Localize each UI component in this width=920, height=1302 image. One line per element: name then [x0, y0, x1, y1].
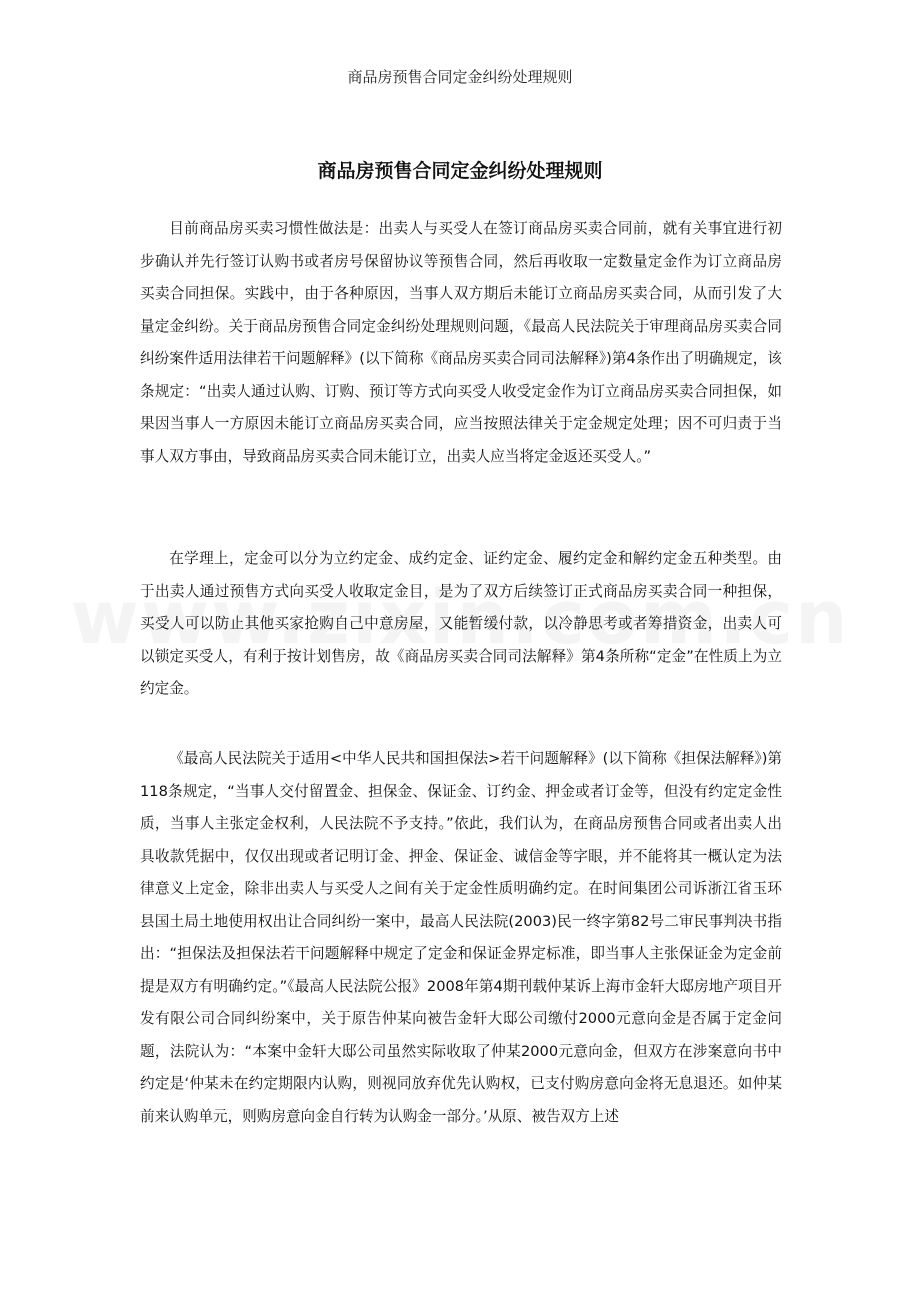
paragraph-3: 《最高人民法院关于适用<中华人民共和国担保法>若干问题解释》(以下简称《担保法解释》)第118条规定，“当事人交付留置金、担保金、保证金、订约金、押金或者订金等，但没有约定定金性质，当事人主张定金权利，人民法院不予支持。”依此，我们认为，在商品房预售合同或者出卖人出具收款凭据中，仅仅出现或者记明订金、押金、保证金、诚信金等字眼，并不能将其一概认定为法律意义上定金，除非出卖人与买受人之间有关于定金性质明确约定。在时间集团公司诉浙江省玉环县国土局土地使用权出让合同纠纷一案中，最高人民法院(2003)民一终字第82号二审民事判决书指出：“担保法及担保法若干问题解释中规定了定金和保证金界定标准，即当事人主张保证金为定金前提是双方有明确约定。”《最高人民法院公报》2008年第4期刊载仲某诉上海市金轩大邸房地产项目开发有限公司合同纠纷案中，关于原告仲某向被告金轩大邸公司缴付2000元意向金是否属于定金问题，法院认为：“本案中金轩大邸公司虽然实际收取了仲某2000元意向金，但双方在涉案意向书中约定是‘仲某未在约定期限内认购，则视同放弃优先认购权，已支付购房意向金将无息退还。如仲某前来认购单元，则购房意向金自行转为认购金一部分。’从原、被告双方上述	[140, 750, 782, 1125]
paragraph-2: 在学理上，定金可以分为立约定金、成约定金、证约定金、履约定金和解约定金五种类型。由于出卖人通过预售方式向买受人收取定金目，是为了双方后续签订正式商品房买卖合同一种担保，买受人可以防止其他买家抢购自己中意房屋，又能暂缓付款，以冷静思考或者筹措资金，出卖人可以锁定买受人，有利于按计划售房，故《商品房买卖合同司法解释》第4条所称“定金”在性质上为立约定金。	[140, 550, 782, 697]
paragraph-1: 目前商品房买卖习惯性做法是：出卖人与买受人在签订商品房买卖合同前，就有关事宜进行初步确认并先行签订认购书或者房号保留协议等预售合同，然后再收取一定数量定金作为订立商品房买卖合同担保。实践中，由于各种原因，当事人双方期后未能订立商品房买卖合同，从而引发了大量定金纠纷。关于商品房预售合同定金纠纷处理规则问题，《最高人民法院关于审理商品房买卖合同纠纷案件适用法律若干问题解释》(以下简称《商品房买卖合同司法解释》)第4条作出了明确规定，该条规定：“出卖人通过认购、订购、预订等方式向买受人收受定金作为订立商品房买卖合同担保，如果因当事人一方原因未能订立商品房买卖合同，应当按照法律关于定金规定处理；因不可归责于当事人双方事由，导致商品房买卖合同未能订立，出卖人应当将定金返还买受人。”	[140, 220, 782, 465]
document-title: 商品房预售合同定金纠纷处理规则	[317, 160, 603, 182]
running-header: 商品房预售合同定金纠纷处理规则	[347, 68, 573, 86]
